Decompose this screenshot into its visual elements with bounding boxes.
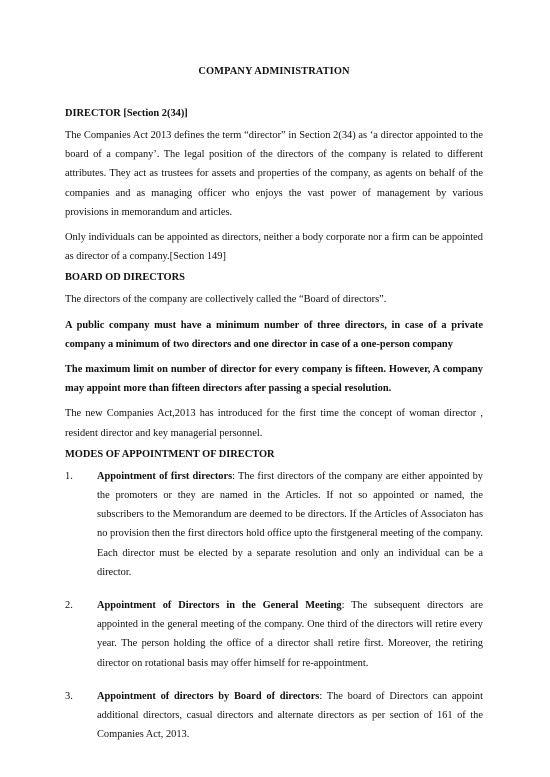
list-item-lead: Appointment of first directors (97, 470, 233, 482)
paragraph-bold: The maximum limit on number of director for every company is fifteen. However, A company may appoint more than fifteen directors after passing a special resolution. (65, 364, 483, 395)
list-number: 1. (65, 470, 73, 482)
list-number: 3. (65, 690, 73, 702)
modes-list (65, 467, 483, 745)
paragraph: Only individuals can be appointed as directors, neither a body corporate nor a firm can be appointed as director of a company.[Section 149] (65, 232, 483, 263)
list-item (65, 687, 483, 745)
paragraph-bold: A public company must have a minimum number of three directors, in case of a private company a minimum of two directors and one director in case of a one-person company (65, 319, 483, 350)
paragraph: The Companies Act 2013 defines the term “director” in Section 2(34) as ‘a director appointed to the board of a company’. The legal position of the directors of the company is related to different attributes. They act as trustees for assets and properties of the company, as agents on behalf of the companies and as managing officer who enjoys the vast power of management by various provisions in memorandum and articles. (65, 130, 483, 218)
list-item-text: : The first directors of the company are either appointed by the promoters or they are named in the Articles. If not so appointed or named, the subscribers to the Memorandum are deemed to be directors. If the Articles of Associaton has no provision then the first directors hold office upto the firstgeneral meeting of the company. Each director must be elected by a separate resolution and only an individual can be a director. (97, 470, 483, 578)
list-item-text: : The board of Directors can appoint additional directors, casual directors and alternate directors as per section of 161 of the Companies Act, 2013. (97, 690, 483, 741)
list-item (65, 596, 483, 673)
list-item-lead: Appointment of directors by Board of directors (97, 690, 320, 702)
paragraph: The directors of the company are collectively called the “Board of directors”. (65, 294, 387, 306)
section-heading-board: BOARD OD DIRECTORS (65, 272, 185, 284)
list-item-text: : The subsequent directors are appointed in the general meeting of the company. One third of the directors will retire every year. The person holding the office of a director shall retire first. Moreover, the retiring director on rotational basis may offer himself for re-appointment. (97, 600, 483, 669)
paragraph: The new Companies Act,2013 has introduced for the first time the concept of woman director , resident director and key managerial personnel. (65, 408, 483, 439)
document-title: COMPANY ADMINISTRATION (198, 66, 350, 77)
section-heading-director: DIRECTOR [Section 2(34)] (65, 108, 188, 119)
list-number: 2. (65, 600, 73, 612)
list-item (65, 467, 483, 582)
list-item-lead: Appointment of Directors in the General Meeting (97, 600, 342, 612)
section-heading-modes: MODES OF APPOINTMENT OF DIRECTOR (65, 448, 275, 460)
